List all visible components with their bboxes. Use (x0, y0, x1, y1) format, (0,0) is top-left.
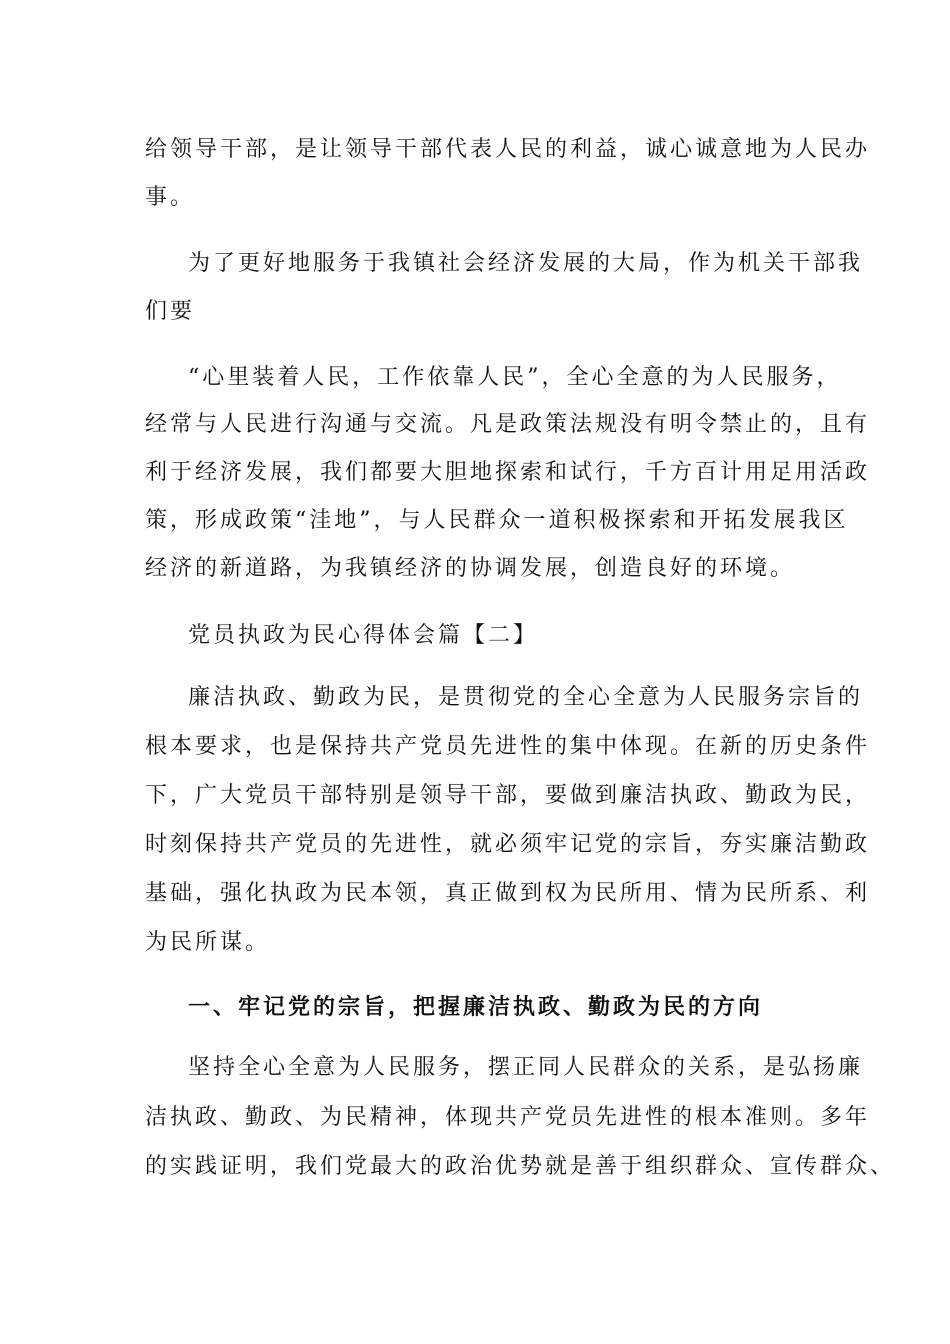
paragraph-line: 为了更好地服务于我镇社会经济发展的大局，作为机关干部我 (188, 251, 864, 276)
text-line: 为民所谋。 (145, 930, 271, 955)
paragraph-line: 廉洁执政、勤政为民，是贯彻党的全心全意为人民服务宗旨的 (188, 685, 864, 710)
subsection-heading: 一、牢记党的宗旨，把握廉洁执政、勤政为民的方向 (188, 994, 764, 1020)
text-line: 利于经济发展，我们都要大胆地探索和试行，千方百计用足用活政 (145, 460, 871, 485)
text-line: 基础，强化执政为民本领，真正做到权为民所用、情为民所系、利 (145, 881, 871, 906)
text-line: 经济的新道路，为我镇经济的协调发展，创造良好的环境。 (145, 556, 796, 581)
paragraph-line: “心里装着人民，工作依靠人民”，全心全意的为人民服务， (188, 365, 842, 390)
text-line: 根本要求，也是保持共产党员先进性的集中体现。在新的历史条件 (145, 734, 871, 759)
text-line: 下，广大党员干部特别是领导干部，要做到廉洁执政、勤政为民， (145, 783, 871, 808)
text-line: 们要 (145, 299, 196, 324)
text-line: 洁执政、勤政、为民精神，体现共产党员先进性的根本准则。多年 (145, 1105, 871, 1130)
text-line: 时刻保持共产党员的先进性，就必须牢记党的宗旨，夯实廉洁勤政 (145, 832, 871, 857)
text-line: 事。 (145, 185, 196, 210)
text-line: 经常与人民进行沟通与交流。凡是政策法规没有明令禁止的，且有 (145, 412, 871, 437)
text-line: 的实践证明，我们党最大的政治优势就是善于组织群众、宣传群众、 (145, 1154, 896, 1179)
section-heading: 党员执政为民心得体会篇【二】 (188, 623, 539, 648)
text-line: 给领导干部，是让领导干部代表人民的利益，诚心诚意地为人民办 (145, 137, 871, 162)
paragraph-line: 坚持全心全意为人民服务，摆正同人民群众的关系，是弘扬廉 (188, 1055, 864, 1080)
text-line: 策，形成政策“洼地”，与人民群众一道积极探索和开拓发展我区 (145, 508, 849, 533)
